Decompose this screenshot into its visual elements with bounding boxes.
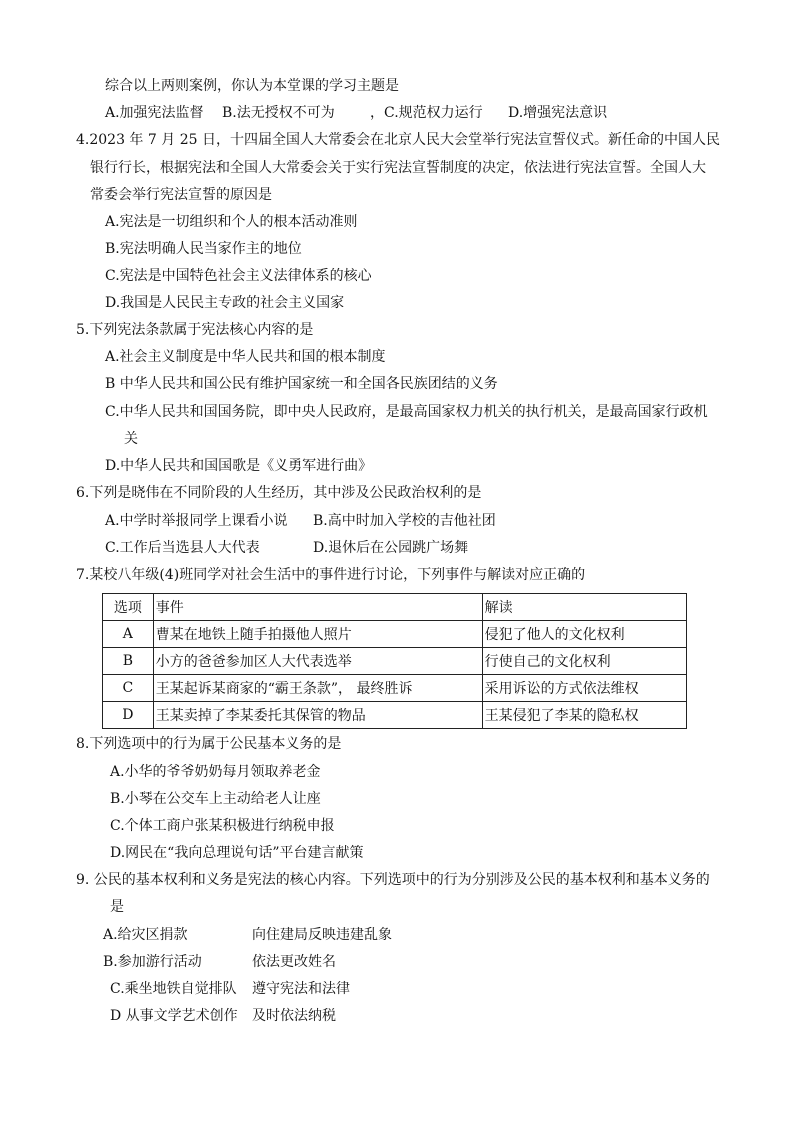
q8-option-d: D.网民在“我向总理说句话”平台建言献策 (110, 845, 364, 861)
table-header-cell: 解读 (482, 594, 686, 621)
table-cell: 王某起诉某商家的“霸王条款”， 最终胜诉 (153, 675, 482, 702)
table-cell: 王某卖掉了李某委托其保管的物品 (153, 702, 482, 729)
table-cell: 王某侵犯了李某的隐私权 (482, 702, 686, 729)
table-row (103, 702, 687, 729)
table-header-cell: 选项 (103, 594, 154, 621)
q6-option-c: C.工作后当选县人大代表 (105, 540, 260, 556)
q5-option-c-continued: 关 (124, 431, 138, 447)
q9-option-c: C.乘坐地铁自觉排队 (110, 981, 237, 997)
table-row (103, 648, 687, 675)
q4-option-c: C.宪法是中国特色社会主义法律体系的核心 (105, 268, 372, 284)
table-cell: A (103, 621, 154, 648)
q5-option-a: A.社会主义制度是中华人民共和国的根本制度 (105, 349, 386, 365)
table-cell: 侵犯了他人的文化权利 (482, 621, 686, 648)
q4-stem-line3: 常委会举行宪法宣誓的原因是 (90, 187, 272, 203)
table-cell: 行使自己的文化权利 (482, 648, 686, 675)
table-cell: B (103, 648, 154, 675)
table-cell: 小方的爸爸参加区人大代表选举 (153, 648, 482, 675)
table-header-row (103, 594, 687, 621)
table-row (103, 621, 687, 648)
q6-option-a: A.中学时举报同学上课看小说 (105, 513, 288, 529)
q9-stem-line1: 9. 公民的基本权利和义务是宪法的核心内容。下列选项中的行为分别涉及公民的基本权利和基本义务的 (76, 872, 710, 888)
q3-option-b: B.法无授权不可为 (222, 105, 335, 121)
q9-option-a-pair: 向住建局反映违建乱象 (252, 927, 392, 943)
q8-stem: 8.下列选项中的行为属于公民基本义务的是 (76, 736, 342, 752)
q8-option-c: C.个体工商户张某积极进行纳税申报 (110, 818, 335, 834)
q6-stem: 6.下列是晓伟在不同阶段的人生经历，其中涉及公民政治权利的是 (76, 485, 482, 501)
table-cell: 曹某在地铁上随手拍摄他人照片 (153, 621, 482, 648)
q9-stem-line2: 是 (110, 899, 124, 915)
q8-option-a: A.小华的爷爷奶奶每月领取养老金 (110, 764, 321, 780)
q5-option-d: D.中华人民共和国国歌是《义勇军进行曲》 (105, 458, 373, 474)
table-row (103, 675, 687, 702)
q6-option-d: D.退休后在公园跳广场舞 (313, 540, 469, 556)
q5-option-b: B 中华人民共和国公民有维护国家统一和全国各民族团结的义务 (105, 376, 498, 392)
q3-stem: 综合以上两则案例，你认为本堂课的学习主题是 (105, 78, 399, 94)
q5-stem: 5.下列宪法条款属于宪法核心内容的是 (76, 322, 314, 338)
q4-option-a: A.宪法是一切组织和个人的根本活动准则 (105, 214, 358, 230)
q3-option-a: A.加强宪法监督 (105, 105, 204, 121)
q7-stem: 7.某校八年级(4)班同学对社会生活中的事件进行讨论，下列事件与解读对应正确的 (76, 567, 586, 583)
table-cell: C (103, 675, 154, 702)
q4-option-b: B.宪法明确人民当家作主的地位 (105, 241, 302, 257)
q9-option-c-pair: 遵守宪法和法律 (252, 981, 350, 997)
q3-option-d: D.增强宪法意识 (508, 105, 608, 121)
q7-table (102, 593, 687, 729)
table-cell: D (103, 702, 154, 729)
q9-option-b-pair: 依法更改姓名 (252, 954, 336, 970)
q5-option-c: C.中华人民共和国国务院，即中央人民政府，是最高国家权力机关的执行机关，是最高国家行政机 (105, 404, 708, 420)
q9-option-d: D 从事文学艺术创作 (110, 1008, 238, 1024)
q9-option-b: B.参加游行活动 (103, 954, 202, 970)
q3-option-c: ，C.规范权力运行 (370, 105, 483, 121)
table-header-cell: 事件 (153, 594, 482, 621)
q4-stem-line1: 4.2023 年 7 月 25 日，十四届全国人大常委会在北京人民大会堂举行宪法宣誓仪式。新任命的中国人民 (76, 132, 720, 148)
q4-option-d: D.我国是人民民主专政的社会主义国家 (105, 295, 345, 311)
q8-option-b: B.小琴在公交车上主动给老人让座 (110, 791, 321, 807)
q6-option-b: B.高中时加入学校的吉他社团 (313, 513, 496, 529)
q4-stem-line2: 银行行长，根据宪法和全国人大常委会关于实行宪法宣誓制度的决定，依法进行宪法宣誓。全国人大 (90, 160, 706, 176)
table-cell: 采用诉讼的方式依法维权 (482, 675, 686, 702)
q9-option-d-pair: 及时依法纳税 (252, 1008, 336, 1024)
q9-option-a: A.给灾区捐款 (103, 927, 188, 943)
